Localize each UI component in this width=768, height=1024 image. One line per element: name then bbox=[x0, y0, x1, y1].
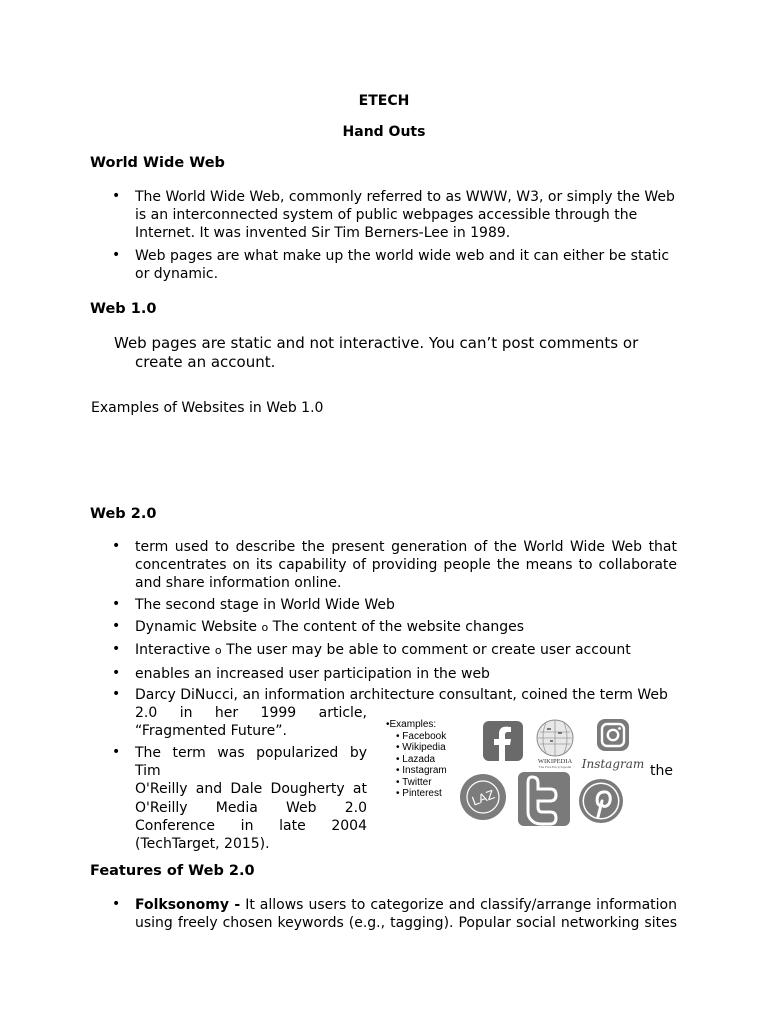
wikipedia-tagline: The Free Encyclopedia bbox=[538, 765, 572, 769]
web2-bullet-6 bbox=[135, 686, 680, 704]
features-bullet-1 bbox=[135, 896, 677, 932]
document-title: ETECH bbox=[358, 93, 410, 109]
text-line: term used to describe the present generation of the World Wide Web that bbox=[135, 539, 677, 555]
bullet-char: • bbox=[112, 618, 121, 634]
text-line: Interactive bbox=[135, 642, 211, 658]
web2-bullet-6-cont bbox=[135, 704, 367, 740]
text-line: Conference in late 2004 bbox=[135, 817, 367, 834]
folksonomy-term: Folksonomy - bbox=[135, 897, 241, 913]
list-item: • Pinterest bbox=[396, 788, 442, 799]
text-line: Folksonomy - It allows users to categorize and classify/arrange information bbox=[135, 897, 677, 913]
section-heading-web2: Web 2.0 bbox=[90, 506, 157, 522]
list-item: • Instagram bbox=[396, 765, 447, 776]
web2-bullet-3 bbox=[135, 618, 524, 637]
twitter-icon bbox=[517, 771, 571, 827]
list-item: • Lazada bbox=[396, 753, 436, 765]
wikipedia-globe-icon bbox=[532, 717, 578, 769]
bullet-char: • bbox=[112, 641, 121, 657]
text-line: O'Reilly Media Web 2.0 bbox=[135, 799, 367, 816]
bullet-char: • bbox=[112, 247, 121, 263]
text-line: Web pages are static and not interactive. You can’t post comments or bbox=[114, 334, 639, 352]
lazada-mark: LAZ bbox=[469, 787, 497, 809]
text-line: Dynamic Website bbox=[135, 619, 258, 635]
section-heading-features: Features of Web 2.0 bbox=[90, 863, 255, 879]
text-line: The World Wide Web, commonly referred to as WWW, W3, or simply the Web bbox=[135, 189, 675, 205]
text-line: Web pages are what make up the world wide web and it can either be static bbox=[135, 248, 670, 264]
web2-bullet-1 bbox=[135, 538, 677, 592]
bullet-char: • bbox=[112, 686, 121, 702]
text-line: Internet. It was invented Sir Tim Berners-Lee in 1989. bbox=[135, 225, 511, 241]
text-line: “Fragmented Future”. bbox=[135, 723, 287, 739]
web2-bullet-7 bbox=[135, 744, 367, 853]
pinterest-icon bbox=[578, 777, 624, 825]
text-line: (TechTarget, 2015). bbox=[135, 836, 270, 853]
text-line: concentrates on its capability of providing people the means to collaborate bbox=[135, 557, 677, 573]
section-heading-www: World Wide Web bbox=[90, 155, 225, 171]
web2-bullet-5: enables an increased user participation in the web bbox=[135, 666, 490, 682]
web1-bullet bbox=[114, 334, 638, 353]
list-item: • Facebook bbox=[396, 730, 447, 742]
text-line: 2.0 in her 1999 article, bbox=[135, 705, 367, 721]
bullet-char: • bbox=[112, 596, 121, 612]
bullet-char: • bbox=[112, 896, 121, 912]
list-item: • Twitter bbox=[396, 776, 432, 788]
lazada-icon bbox=[459, 773, 507, 821]
instagram-wordmark: Instagram bbox=[581, 757, 645, 771]
text-line: or dynamic. bbox=[135, 266, 219, 282]
web2-bullet-2: The second stage in World Wide Web bbox=[135, 597, 395, 613]
text-line: O'Reilly and Dale Dougherty at bbox=[135, 781, 367, 798]
sub-bullet-marker: o bbox=[214, 644, 222, 657]
document-subtitle: Hand Outs bbox=[342, 124, 426, 140]
bullet-char: • bbox=[112, 188, 121, 204]
list-item: • Wikipedia bbox=[396, 742, 446, 753]
text-line: The content of the website changes bbox=[272, 619, 525, 635]
web1-examples-label: Examples of Websites in Web 1.0 bbox=[91, 400, 324, 416]
text-line: create an account. bbox=[135, 353, 276, 371]
facebook-icon bbox=[482, 720, 524, 762]
web2-bullet-4 bbox=[135, 641, 631, 660]
examples-list bbox=[386, 719, 447, 800]
text-line: The term was popularized by Tim bbox=[135, 745, 367, 780]
trailing-the-text: the bbox=[650, 763, 673, 779]
text-line: using freely chosen keywords (e.g., tagging). Popular social networking sites bbox=[135, 915, 677, 931]
sub-bullet-marker: o bbox=[261, 621, 269, 634]
bullet-char: • bbox=[112, 744, 121, 760]
text-line: and share information online. bbox=[135, 575, 342, 591]
text-line: Darcy DiNucci, an information architecture consultant, coined the term Web bbox=[135, 687, 668, 703]
bullet-char: • bbox=[112, 665, 121, 681]
www-bullet-2 bbox=[135, 247, 680, 283]
section-heading-web1: Web 1.0 bbox=[90, 301, 157, 317]
examples-header: •Examples: bbox=[386, 719, 437, 730]
wikipedia-wordmark: WIKIPEDIA bbox=[537, 758, 573, 765]
text-line: The user may be able to comment or create user account bbox=[226, 642, 631, 658]
www-bullet-1 bbox=[135, 188, 680, 242]
text-line: is an interconnected system of public webpages accessible through the bbox=[135, 207, 638, 223]
bullet-char: • bbox=[112, 538, 121, 554]
instagram-icon bbox=[581, 716, 645, 774]
